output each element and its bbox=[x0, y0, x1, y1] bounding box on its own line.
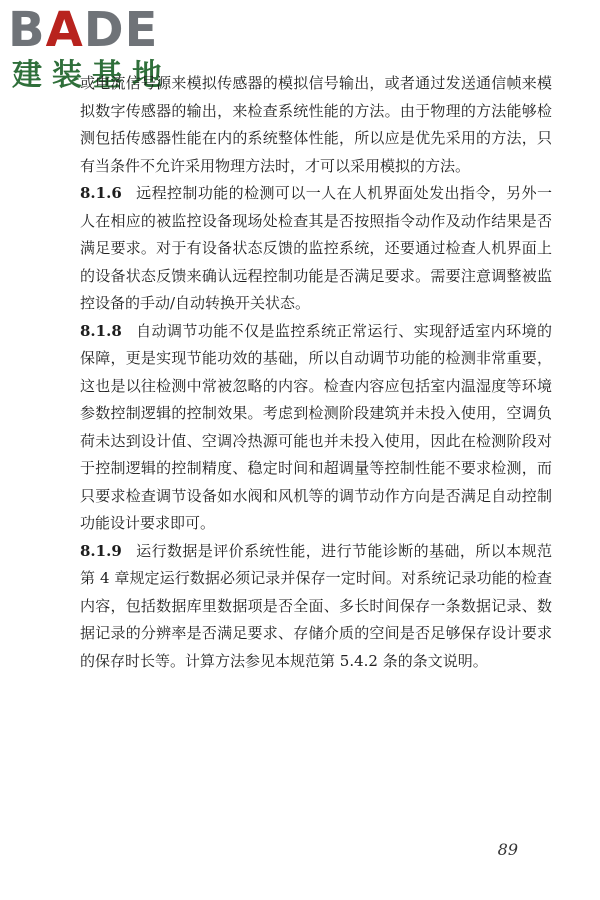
clause-text: 运行数据是评价系统性能，进行节能诊断的基础，所以本规范第 4 章规定运行数据必须记录并保存一定时间。对系统记录功能的检查内容，包括数据库里数据项是否全面、多长时间保存一条数据记录、数据记录的分辨率是否满足要求、存储介质的空间是否足够保存设计要求的保存时长等。计算方法参见本规范第 5.4.2 条的条文说明。 bbox=[80, 541, 552, 670]
clause-8-1-9 bbox=[80, 538, 552, 676]
clause-text: 远程控制功能的检测可以一人在人机界面处发出指令，另外一人在相应的被监控设备现场处检查其是否按照指令动作及动作结果是否满足要求。对于有设备状态反馈的监控系统，还要通过检查人机界面上的设备状态反馈来确认远程控制功能是否满足要求。需要注意调整被监控设备的手动/自动转换开关状态。 bbox=[80, 184, 552, 312]
clause-number: 8.1.8 bbox=[80, 321, 122, 340]
clause-number: 8.1.6 bbox=[80, 184, 122, 202]
paragraph-text: 或电流信号源来模拟传感器的模拟信号输出，或者通过发送通信帧来模拟数字传感器的输出，来检查系统性能的方法。由于物理的方法能够检测包括传感器性能在内的系统整体性能，所以应是优先采用的方法，只有当条件不允许采用物理方法时，才可以采用模拟的方法。 bbox=[80, 74, 552, 175]
clause-8-1-6 bbox=[80, 180, 552, 318]
logo-brand: BADE bbox=[8, 2, 159, 58]
logo-subtitle: 建装基地 bbox=[12, 58, 172, 93]
page-number: 89 bbox=[497, 840, 518, 859]
clause-number: 8.1.9 bbox=[80, 541, 122, 560]
body-text bbox=[80, 70, 552, 675]
paragraph-continued bbox=[80, 70, 552, 180]
clause-text: 自动调节功能不仅是监控系统正常运行、实现舒适室内环境的保障，更是实现节能功效的基础，所以自动调节功能的检测非常重要，这也是以往检测中常被忽略的内容。检查内容应包括室内温湿度等环境参数控制逻辑的控制效果。考虑到检测阶段建筑并未投入使用，空调负荷未达到设计值、空调冷热源可能也并未投入使用，因此在检测阶段对于控制逻辑的控制精度、稳定时间和超调量等控制性能不要求检测，而只要求检查调节设备如水阀和风机等的调节动作方向是否满足自动控制功能设计要求即可。 bbox=[80, 321, 552, 532]
clause-8-1-8 bbox=[80, 318, 552, 538]
